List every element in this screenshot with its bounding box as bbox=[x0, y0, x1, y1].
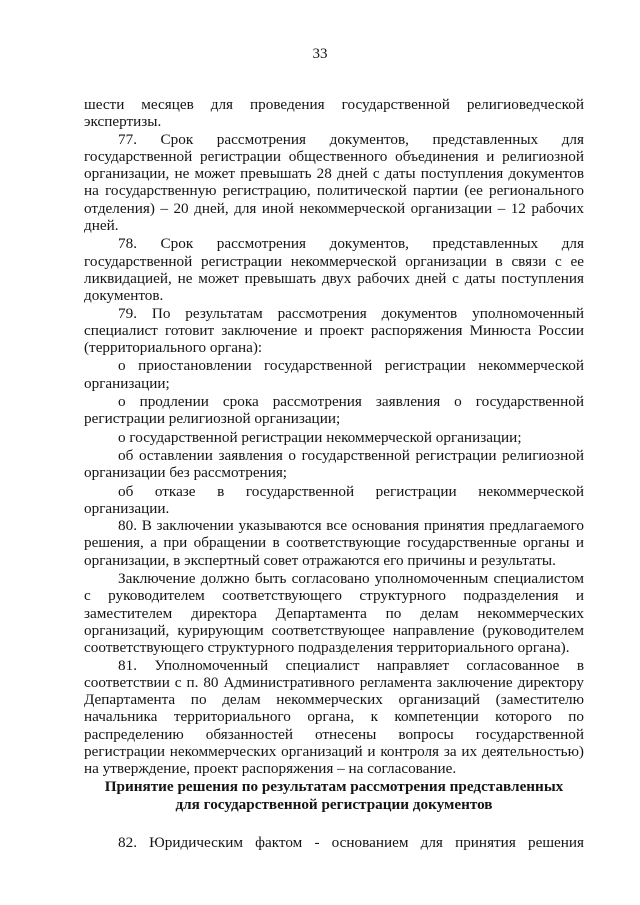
paragraph-82: 82. Юридическим фактом - основанием для принятия решения bbox=[118, 834, 584, 851]
section-heading-line-2: для государственной регистрации документов bbox=[175, 796, 493, 813]
list-item-refusal: об отказе в государственной регистрации некоммерческой организации. bbox=[84, 482, 584, 517]
list-item-registration: о государственной регистрации некоммерческой организации; bbox=[118, 428, 522, 446]
section-heading-line-1: Принятие решения по результатам рассмотрения представленных bbox=[104, 778, 564, 795]
document-tail bbox=[84, 834, 584, 852]
paragraph-approval: Заключение должно быть согласовано уполномоченным специалистом с руководителем соответствующего структурного подразделения и заместителем директора Департамента по делам некоммерческих организаций, курирующим соответствующее направление (руководителем соответствующего структурного подразделения территориального органа). bbox=[84, 570, 584, 657]
document-body bbox=[84, 96, 584, 778]
paragraph-continuation: шести месяцев для проведения государственной религиоведческой экспертизы. bbox=[84, 96, 584, 131]
list-item-suspension: о приостановлении государственной регистрации некоммерческой организации; bbox=[84, 357, 584, 392]
paragraph-77: 77. Срок рассмотрения документов, представленных для государственной регистрации общественного объединения и религиозной организации, не может превышать 28 дней с даты поступления документов на государственную регистрацию, политической партии (ее регионального отделения) – 20 дней, для иной некоммерческой организации – 12 рабочих дней. bbox=[84, 130, 584, 235]
paragraph-78: 78. Срок рассмотрения документов, представленных для государственной регистрации некоммерческой организации в связи с ее ликвидацией, не может превышать двух рабочих дней с даты поступления документов. bbox=[84, 235, 584, 305]
section-heading bbox=[84, 778, 584, 814]
list-item-leave-without-review: об оставлении заявления о государственной регистрации религиозной организации без рассмотрения; bbox=[84, 446, 584, 482]
paragraph-81: 81. Уполномоченный специалист направляет согласованное в соответствии с п. 80 Административного регламента заключение директору Департамента по делам некоммерческих организаций (заместителю начальника территориального органа, к компетенции которого по распределению обязанностей отнесены вопросы государственной регистрации некоммерческих организаций и контроля за их деятельностью) на утверждение, проект распоряжения – на согласование. bbox=[84, 656, 584, 778]
paragraph-79: 79. По результатам рассмотрения документов уполномоченный специалист готовит заключение и проект распоряжения Минюста России (территориального органа): bbox=[84, 304, 584, 357]
list-item-extension: о продлении срока рассмотрения заявления о государственной регистрации религиозной организации; bbox=[84, 393, 584, 428]
paragraph-80: 80. В заключении указываются все основания принятия предлагаемого решения, а при обращении в соответствующие государственные органы и организации, в экспертный совет отражаются его причины и результаты. bbox=[84, 517, 584, 569]
page-number: 33 bbox=[312, 46, 328, 62]
